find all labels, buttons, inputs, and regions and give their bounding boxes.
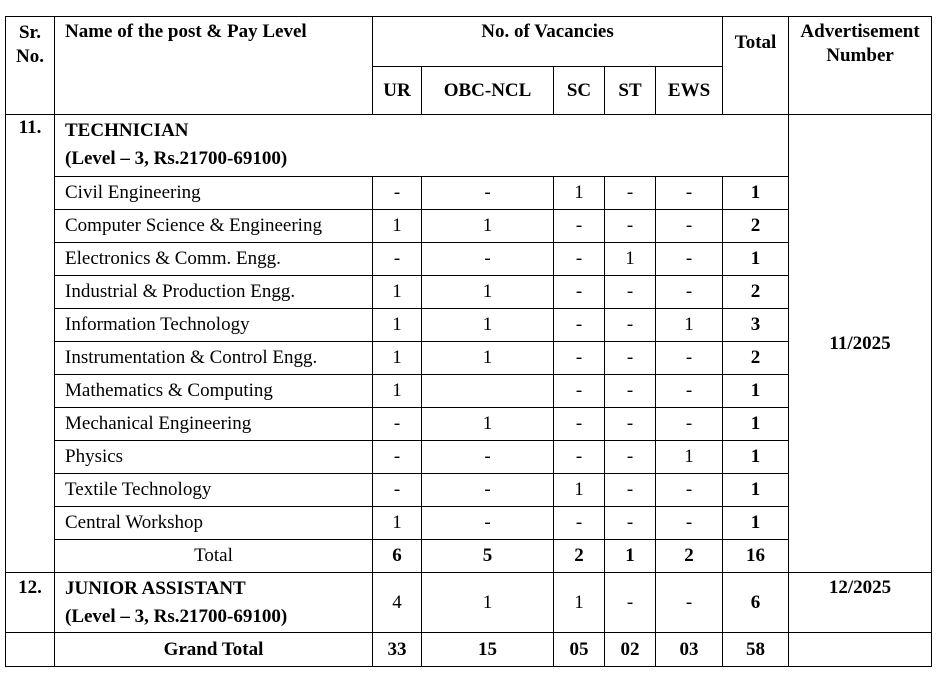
advertisement-number: 11/2025: [789, 115, 932, 573]
vacancy-ews: -: [656, 243, 723, 276]
row-total: 1: [723, 243, 789, 276]
vacancy-sc: -: [554, 375, 605, 408]
row-total: 1: [723, 507, 789, 540]
grand-total-total: 58: [723, 633, 789, 667]
row-total: 1: [723, 441, 789, 474]
grand-total-row: [6, 633, 932, 667]
vacancy-ews: -: [656, 276, 723, 309]
vacancy-ews: 1: [656, 441, 723, 474]
post-title: TECHNICIAN: [65, 120, 189, 141]
vacancy-sc: 1: [554, 573, 605, 633]
vacancy-ur: 1: [373, 507, 422, 540]
vacancy-obc: -: [422, 474, 554, 507]
vacancy-obc: -: [422, 507, 554, 540]
vacancy-sc: -: [554, 342, 605, 375]
vacancy-ews: -: [656, 474, 723, 507]
advertisement-number: 12/2025: [789, 573, 932, 633]
row-total: 1: [723, 375, 789, 408]
vacancy-obc: [422, 375, 554, 408]
vacancy-sc: -: [554, 210, 605, 243]
vacancy-obc: 1: [422, 408, 554, 441]
discipline-name: Central Workshop: [55, 507, 373, 540]
vacancy-sc: -: [554, 408, 605, 441]
table-body: [6, 17, 932, 667]
discipline-name: Mechanical Engineering: [55, 408, 373, 441]
header-sc: SC: [554, 67, 605, 115]
vacancy-sc: -: [554, 276, 605, 309]
vacancy-obc: 1: [422, 309, 554, 342]
vacancy-st: -: [605, 408, 656, 441]
vacancy-st: -: [605, 474, 656, 507]
grand-total-obc: 15: [422, 633, 554, 667]
grand-total-ews: 03: [656, 633, 723, 667]
subtotal-obc: 5: [422, 540, 554, 573]
header-sr-no: Sr. No.: [6, 17, 55, 115]
discipline-name: Industrial & Production Engg.: [55, 276, 373, 309]
subtotal-st: 1: [605, 540, 656, 573]
vacancy-ur: 1: [373, 342, 422, 375]
vacancy-ur: 1: [373, 276, 422, 309]
vacancy-st: -: [605, 573, 656, 633]
discipline-name: Mathematics & Computing: [55, 375, 373, 408]
vacancy-sc: -: [554, 309, 605, 342]
vacancy-sc: -: [554, 441, 605, 474]
grand-total-ur: 33: [373, 633, 422, 667]
vacancy-ews: 1: [656, 309, 723, 342]
grand-total-empty-sr: [6, 633, 55, 667]
post-level: (Level – 3, Rs.21700-69100): [65, 606, 288, 627]
row-total: 3: [723, 309, 789, 342]
vacancy-obc: 1: [422, 210, 554, 243]
post-title: JUNIOR ASSISTANT: [65, 578, 246, 599]
vacancy-ur: -: [373, 441, 422, 474]
discipline-name: Physics: [55, 441, 373, 474]
subtotal-ews: 2: [656, 540, 723, 573]
vacancy-ews: -: [656, 375, 723, 408]
vacancy-ur: -: [373, 474, 422, 507]
subtotal-ur: 6: [373, 540, 422, 573]
header-advertisement: Advertisement Number: [789, 17, 932, 115]
vacancy-st: -: [605, 177, 656, 210]
row-total: 2: [723, 342, 789, 375]
subtotal-label: Total: [55, 540, 373, 573]
vacancy-sc: 1: [554, 177, 605, 210]
discipline-name: Textile Technology: [55, 474, 373, 507]
vacancy-ur: -: [373, 177, 422, 210]
vacancy-ews: -: [656, 342, 723, 375]
vacancy-sc: 1: [554, 474, 605, 507]
section-post-title: [55, 115, 789, 177]
vacancy-ur: 4: [373, 573, 422, 633]
vacancy-sc: -: [554, 507, 605, 540]
vacancy-obc: 1: [422, 573, 554, 633]
vacancy-st: -: [605, 210, 656, 243]
row-total: 6: [723, 573, 789, 633]
vacancy-obc: 1: [422, 276, 554, 309]
vacancy-obc: 1: [422, 342, 554, 375]
vacancy-obc: -: [422, 177, 554, 210]
section-sr-no: 12.: [6, 573, 55, 633]
row-total: 2: [723, 210, 789, 243]
section-post-title: [55, 573, 373, 633]
vacancy-ur: 1: [373, 309, 422, 342]
vacancy-ews: -: [656, 507, 723, 540]
vacancy-st: -: [605, 441, 656, 474]
section-header-row: [6, 115, 932, 177]
vacancy-table: [5, 16, 932, 667]
row-total: 1: [723, 177, 789, 210]
subtotal-total: 16: [723, 540, 789, 573]
header-ews: EWS: [656, 67, 723, 115]
header-obc-ncl: OBC-NCL: [422, 67, 554, 115]
vacancy-st: -: [605, 309, 656, 342]
vacancy-ews: -: [656, 210, 723, 243]
vacancy-ews: -: [656, 177, 723, 210]
vacancy-obc: -: [422, 441, 554, 474]
section-row-junior-assistant: [6, 573, 932, 633]
vacancy-st: -: [605, 276, 656, 309]
discipline-name: Computer Science & Engineering: [55, 210, 373, 243]
header-row: [6, 17, 932, 67]
grand-total-sc: 05: [554, 633, 605, 667]
vacancy-ews: -: [656, 573, 723, 633]
vacancy-st: -: [605, 342, 656, 375]
row-total: 1: [723, 408, 789, 441]
grand-total-empty-adv: [789, 633, 932, 667]
vacancy-ews: -: [656, 408, 723, 441]
discipline-name: Electronics & Comm. Engg.: [55, 243, 373, 276]
discipline-name: Instrumentation & Control Engg.: [55, 342, 373, 375]
section-sr-no: 11.: [6, 115, 55, 573]
header-st: ST: [605, 67, 656, 115]
vacancy-obc: -: [422, 243, 554, 276]
discipline-name: Civil Engineering: [55, 177, 373, 210]
row-total: 2: [723, 276, 789, 309]
vacancy-st: -: [605, 507, 656, 540]
discipline-name: Information Technology: [55, 309, 373, 342]
header-ur: UR: [373, 67, 422, 115]
grand-total-label: Grand Total: [55, 633, 373, 667]
vacancy-ur: 1: [373, 210, 422, 243]
subtotal-sc: 2: [554, 540, 605, 573]
vacancy-ur: -: [373, 243, 422, 276]
vacancy-ur: 1: [373, 375, 422, 408]
vacancy-sc: -: [554, 243, 605, 276]
header-post-name: Name of the post & Pay Level: [55, 17, 373, 115]
header-vacancies: No. of Vacancies: [373, 17, 723, 67]
vacancy-ur: -: [373, 408, 422, 441]
header-total: Total: [723, 17, 789, 115]
grand-total-st: 02: [605, 633, 656, 667]
row-total: 1: [723, 474, 789, 507]
vacancy-st: 1: [605, 243, 656, 276]
vacancy-st: -: [605, 375, 656, 408]
post-level: (Level – 3, Rs.21700-69100): [65, 148, 288, 169]
